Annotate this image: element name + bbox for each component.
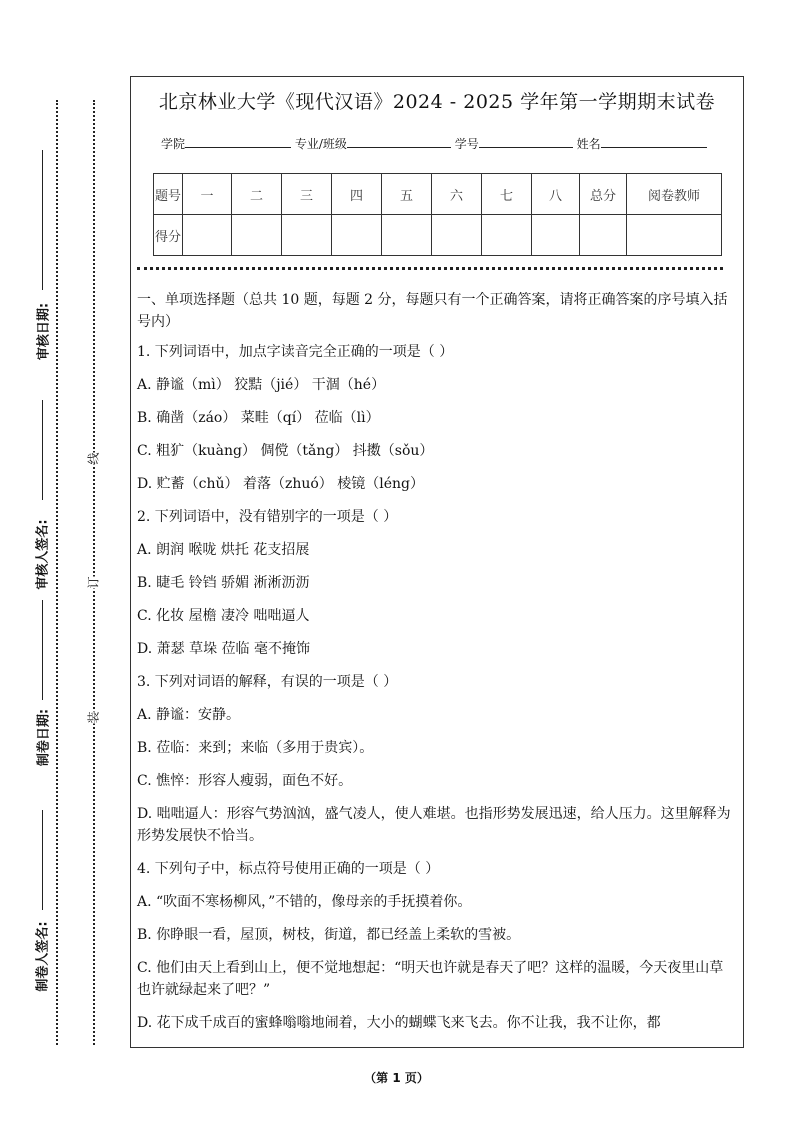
score-cell-header: 七	[482, 174, 532, 215]
score-input-cell[interactable]	[183, 215, 232, 256]
review-date-label: 审核日期:	[36, 302, 52, 361]
binding-char-bind: 装	[83, 711, 104, 723]
binding-char-line: 线	[83, 452, 104, 464]
question-option: B. 你睁眼一看，屋顶，树枝，街道，都已经盖上柔软的雪被。	[137, 927, 521, 943]
question-stem: 2. 下列词语中，没有错别字的一项是（ ）	[137, 509, 398, 525]
question-option: A. 朗润 喉咙 烘托 花支招展	[137, 542, 310, 558]
college-field[interactable]	[185, 135, 291, 148]
question-option: A. “吹面不寒杨柳风，”不错的，像母亲的手抚摸着你。	[137, 894, 472, 910]
name-label: 姓名	[576, 137, 601, 151]
question-option: C. 粗犷（kuàng） 倜傥（tǎng） 抖擞（sǒu）	[137, 443, 434, 459]
score-input-cell[interactable]	[482, 215, 532, 256]
question-option: A. 静谧（mì） 狡黠（jié） 干涸（hé）	[137, 377, 386, 393]
question-option: B. 确凿（záo） 菜畦（qí） 莅临（lì）	[137, 410, 380, 426]
exam-title: 北京林业大学《现代汉语》2024 - 2025 学年第一学期期末试卷	[158, 91, 716, 113]
student-info-row	[161, 135, 707, 152]
score-cell-header: 五	[382, 174, 432, 215]
score-cell-header: 三	[282, 174, 332, 215]
score-cell-header: 二	[232, 174, 282, 215]
question-stem: 1. 下列词语中，加点字读音完全正确的一项是（ ）	[137, 344, 454, 360]
sign-line-1	[42, 150, 43, 290]
score-table	[153, 173, 722, 256]
sign-line-2	[42, 400, 43, 500]
score-input-cell[interactable]	[627, 215, 722, 256]
score-cell-header: 阅卷教师	[627, 174, 722, 215]
student-id-label: 学号	[454, 137, 479, 151]
score-cell-header: 总分	[580, 174, 627, 215]
major-class-field[interactable]	[347, 135, 451, 148]
sign-line-3	[42, 600, 43, 700]
score-input-cell[interactable]	[382, 215, 432, 256]
name-field[interactable]	[601, 135, 707, 148]
score-input-cell[interactable]	[282, 215, 332, 256]
score-cell-header: 六	[432, 174, 482, 215]
reviewer-signature-label: 审核人签名:	[35, 519, 51, 590]
prepare-date-label: 制卷日期:	[36, 708, 52, 767]
exam-frame	[130, 76, 744, 1048]
question-option: C. 他们由天上看到山上，便不觉地想起：“明天也许就是春天了吧？这样的温暖，今天夜里山草也许就绿起来了吧？”	[137, 960, 724, 998]
student-id-field[interactable]	[479, 135, 573, 148]
score-table-score-row	[154, 215, 722, 256]
question-stem: 4. 下列句子中，标点符号使用正确的一项是（ ）	[137, 861, 440, 877]
question-option: D. 萧瑟 草垛 莅临 毫不掩饰	[137, 641, 310, 657]
score-cell-header: 八	[532, 174, 580, 215]
question-option: C. 憔悴：形容人瘦弱，面色不好。	[137, 773, 353, 789]
score-cell-header: 四	[332, 174, 382, 215]
page-number: （第 1 页）	[364, 1071, 429, 1085]
binding-line-inner	[93, 100, 95, 1045]
sign-line-4	[42, 810, 43, 910]
question-option: C. 化妆 屋檐 凄冷 咄咄逼人	[137, 608, 310, 624]
score-cell-header: 一	[183, 174, 232, 215]
question-option: D. 咄咄逼人：形容气势汹汹，盛气凌人，使人难堪。也指形势发展迅速，给人压力。这里解释为形势发展快不恰当。	[137, 806, 731, 844]
binding-char-staple: 订	[83, 576, 104, 588]
binding-line-outer	[56, 100, 58, 1045]
college-label: 学院	[161, 137, 186, 151]
score-cell-header: 题号	[154, 174, 183, 215]
section-heading: 一、单项选择题（总共 10 题，每题 2 分，每题只有一个正确答案，请将正确答案的序号填入括号内）	[137, 292, 728, 330]
score-input-cell[interactable]	[532, 215, 580, 256]
question-option: B. 莅临：来到；来临（多用于贵宾）。	[137, 740, 374, 756]
question-option: D. 花下成千成百的蜜蜂嗡嗡地闹着，大小的蝴蝶飞来飞去。你不让我，我不让你，都	[137, 1015, 661, 1031]
question-stem: 3. 下列对词语的解释，有误的一项是（ ）	[137, 674, 398, 690]
question-option: D. 贮蓄（chǔ） 着落（zhuó） 棱镜（léng）	[137, 476, 424, 492]
question-option: B. 睫毛 铃铛 骄媚 淅淅沥沥	[137, 575, 310, 591]
preparer-signature-label: 制卷人签名:	[35, 921, 51, 992]
score-row-label: 得分	[154, 215, 183, 256]
score-input-cell[interactable]	[332, 215, 382, 256]
major-class-label: 专业/班级	[294, 137, 347, 151]
score-input-cell[interactable]	[232, 215, 282, 256]
exam-content	[137, 289, 737, 1045]
dotted-separator	[137, 267, 723, 270]
question-option: A. 静谧：安静。	[137, 707, 241, 723]
score-input-cell[interactable]	[432, 215, 482, 256]
score-input-cell[interactable]	[580, 215, 627, 256]
score-table-header-row	[154, 174, 722, 215]
